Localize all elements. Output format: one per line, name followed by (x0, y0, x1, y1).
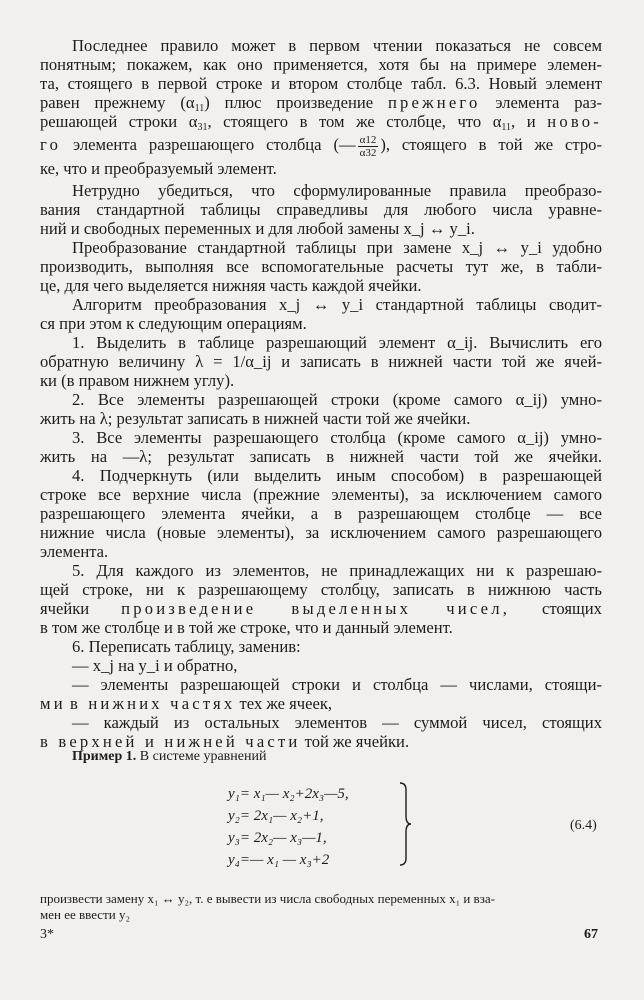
text-line: мен ее ввести y₂ (40, 907, 130, 922)
example-heading: Пример 1. В системе уравнений (72, 749, 267, 764)
text-line: 5. Для каждого из элементов, не принадлежащих ни к разрешаю- (72, 561, 602, 580)
signature-mark: 3* (40, 927, 54, 942)
text-line: ке, что и преобразуемый элемент. (40, 159, 277, 178)
equation-4: y₄=— x₁ — x₃+2 (228, 852, 330, 868)
text-line: та, стоящего в первой строке и втором столбце табл. 6.3. Новый элемент (40, 74, 602, 93)
text-line: в верхней и нижней части той же ячейки. (40, 732, 410, 751)
text-line: Последнее правило может в первом чтении показаться не совсем (72, 36, 602, 55)
text-line: 6. Переписать таблицу, заменив: (72, 637, 301, 656)
text-line: производить, выполняя все вспомогательные расчеты тут же, в табли- (40, 257, 602, 276)
equation-3: y₃= 2x₂— x₃—1, (228, 830, 327, 846)
example-label: Пример 1. (72, 749, 137, 764)
text-line: нижние числа (новые элементы), за исключением самого разрешающего (40, 523, 602, 542)
text-line: обратную величину λ = 1/α_ij и записать в нижней части той же ячей- (40, 352, 602, 371)
text-line: го элемента разрешающего столбца (— $\frac{\alpha 12}{\alpha 32}$ ), стоящего в той же стро- (40, 133, 602, 159)
text-line: разрешающего элемента ячейки, а в разрешающем столбце — все (40, 504, 602, 523)
fraction: $\frac{\alpha 12}{\alpha 32}$ (359, 133, 377, 159)
text-line: Преобразование стандартной таблицы при замене x_j ↔ y_i удобно (72, 238, 602, 257)
text-line: ки (в правом нижнем углу). (40, 371, 235, 390)
text-line: 4. Подчеркнуть (или выделить иным способом) в разрешающей (72, 466, 602, 485)
text-line: жить на —λ; результат записать в нижней части той же ячейки. (40, 447, 602, 466)
text-line: ний и свободных переменных и для любой замены x_j ↔ y_i. (40, 219, 475, 238)
right-brace-icon (398, 782, 412, 866)
text-line: — элементы разрешающей строки и столбца — числами, стоящи- (72, 675, 602, 694)
text-line: 3. Все элементы разрешающего столбца (кроме самого α_ij) умно- (72, 428, 602, 447)
text-line: произвести замену x₁ ↔ y₂, т. е вывести из числа свободных переменных x₁ и вза- (40, 891, 495, 906)
text-line: жить на λ; результат записать в нижней части той же ячейки. (40, 409, 471, 428)
text-line: це, для чего выделяется нижняя часть каждой ячейки. (40, 276, 422, 295)
text-line: ся при этом к следующим операциям. (40, 314, 307, 333)
text-line: понятным; покажем, как оно применяется, хотя бы на примере элемен- (40, 55, 602, 74)
equation-number: (6.4) (570, 818, 597, 833)
text-line: строке все верхние числа (прежние элементы), за исключением самого (40, 485, 602, 504)
text-line: в том же столбце и в той же строке, что и данный элемент. (40, 618, 453, 637)
text-line: Нетрудно убедиться, что сформулированные правила преобразо- (72, 181, 602, 200)
text-line: равен прежнему $(\alpha_{11})$ плюс произведение прежнего элемента раз- (40, 93, 602, 114)
text-line: элемента. (40, 542, 109, 561)
text-line: — x_j на y_i и обратно, (72, 656, 238, 675)
text-line: — каждый из остальных элементов — суммой чисел, стоящих (72, 713, 602, 732)
equation-1: y₁= x₁— x₂+2x₃—5, (228, 786, 349, 802)
text-line: ячейки произведение выделенных чисел, стоящих (40, 599, 602, 618)
text-line: 2. Все элементы разрешающей строки (кроме самого α_ij) умно- (72, 390, 602, 409)
page-number: 67 (584, 927, 598, 942)
equation-2: y₂= 2x₁— x₂+1, (228, 808, 324, 824)
text-line: Алгоритм преобразования x_j ↔ y_i стандартной таблицы сводит- (72, 295, 602, 314)
text-line: щей строке, ни к разрешающему столбцу, записать в нижнюю часть (40, 580, 602, 599)
text-line: 1. Выделить в таблице разрешающий элемент α_ij. Вычислить его (72, 333, 602, 352)
text-line: решающей строки $\alpha_{31}$, стоящего в том же столбце, что $\alpha_{11}$, и ново- (40, 112, 602, 133)
text-line: ми в нижних частях тех же ячеек, (40, 694, 333, 713)
text-line: вания стандартной таблицы справедливы для любого числа уравне- (40, 200, 602, 219)
